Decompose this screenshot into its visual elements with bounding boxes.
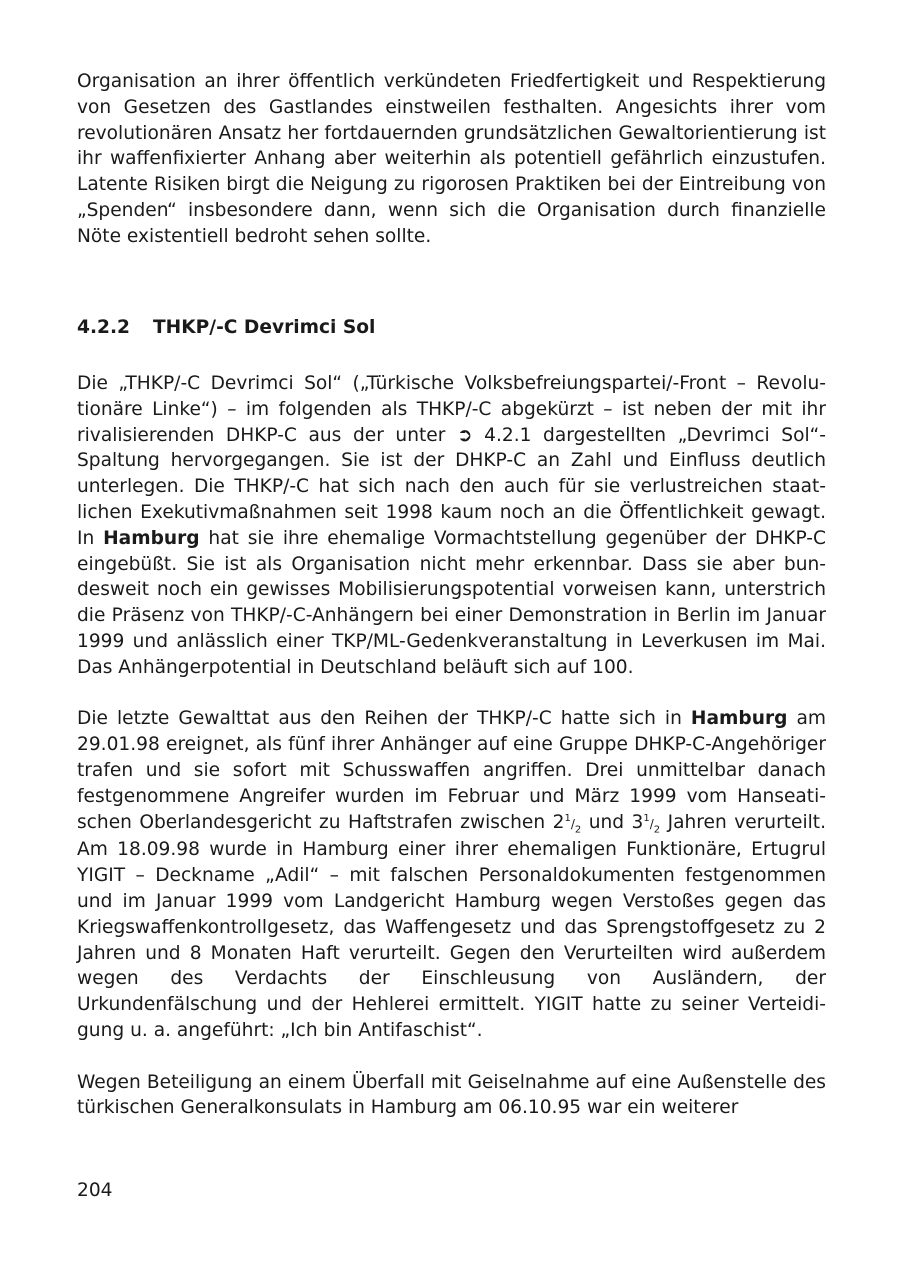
para2-text-d: Jahren verurteilt. Am 18.09.98 wurde in Hamburg einer ihrer ehemaligen Funktionäre, Ertugrul YIGIT – Deckname „Adil“ – mit falschen Personaldokumenten festgenommen und im Januar 1999 vom Landgericht Hamburg wegen Verstoßes gegen das Kriegswaffenkontrollgesetz, das Waffengesetz und das Sprengstoffgesetz zu 2 Jahren und 8 Monaten Haft verurteilt. Gegen den Verurteilten wird außerdem wegen des Verdachts der Einschleusung von Ausländern, der Urkundenfälschung und der Hehlerei ermittelt. YIGIT hatte zu seiner Verteidigung u. a. angeführt: „Ich bin Antifaschist“. — [77, 811, 826, 1041]
section-number: 4.2.2 — [77, 317, 130, 338]
arrow-icon: ➲ — [456, 424, 473, 446]
frac1-whole: 2 — [552, 811, 565, 833]
frac1-sep: / — [570, 816, 575, 831]
para1-text-c: hat sie ihre ehemalige Vormachtstellung gegenüber der DHKP-C eingebüßt. Sie ist als Organisation nicht mehr erkennbar. Dass sie aber bundesweit noch ein gewisses Mobilisierungspotential vorweisen kann, unterstrich die Präsenz von THKP/-C-Anhängern bei einer Demonstration in Berlin im Januar 1999 und anlässlich einer TKP/ML-Gedenkveranstaltung in Leverkusen im Mai. Das Anhängerpotential in Deutschland beläuft sich auf 100. — [77, 527, 826, 678]
intro-block — [77, 69, 826, 250]
frac2-den: 2 — [653, 824, 661, 836]
paragraph-3: Wegen Beteiligung an einem Überfall mit Geiselnahme auf eine Außenstelle des türkischen Generalkonsulats in Hamburg am 06.10.95 war ein weiterer — [77, 1071, 826, 1119]
section-title: THKP/-C Devrimci Sol — [153, 317, 376, 338]
intro-paragraph: Organisation an ihrer öffentlich verkündeten Friedfertigkeit und Respektierung von Gesetzen des Gastlandes einstweilen festhalten. Angesichts ihrer vom revolutionären Ansatz her fortdauernden grundsätzlichen Gewaltorientierung ist ihr waffenfixierter Anhang aber weiterhin als potentiell gefährlich einzustufen. Latente Risiken birgt die Neigung zu rigorosen Praktiken bei der Eintreibung von „Spenden“ insbesondere dann, wenn sich die Organisation durch finanzielle Nöte existentiell bedroht sehen sollte. — [77, 71, 826, 247]
page-number: 204 — [77, 1180, 113, 1201]
para1-bold-hamburg: Hamburg — [103, 527, 200, 549]
para1-text-a: Die „THKP/-C Devrimci Sol“ („Türkische Volksbefreiungspartei/-Front – Revolutionäre Linke“) – im folgenden als THKP/-C abgekürzt – ist neben der mit ihr rivalisierenden DHKP-C aus der unter — [77, 373, 826, 446]
para2-text-a: Die letzte Gewalttat aus den Reihen der THKP/-C hatte sich in — [77, 708, 691, 730]
frac1-num: 1 — [564, 812, 571, 824]
frac1-den: 2 — [574, 824, 582, 836]
section-heading — [77, 315, 375, 341]
para2-text-c: und — [581, 811, 632, 833]
paragraph-1 — [77, 371, 826, 681]
frac2-whole: 3 — [631, 811, 644, 833]
frac2-num: 1 — [643, 812, 650, 824]
para2-text-b: am 29.01.98 ereignet, als fünf ihrer Anhänger auf eine Gruppe DHKP-C-Angehöriger trafen und sie sofort mit Schusswaffen angriffen. Drei unmittelbar danach festgenommene Angreifer wurden im Februar und März 1999 vom Hanseatischen Oberlandesgericht zu Haftstrafen zwischen — [77, 708, 826, 833]
fraction-3-5 — [631, 811, 661, 836]
frac2-sep: / — [649, 816, 654, 831]
body-block — [77, 371, 826, 1121]
paragraph-2 — [77, 706, 826, 1043]
fraction-2-5 — [552, 811, 582, 836]
para1-text-b: 4.2.1 dargestellten „Devrimci Sol“-Spaltung hervorgegangen. Sie ist der DHKP-C an Zahl und Einfluss deutlich unterlegen. Die THKP/-C hat sich nach den auch für sie verlustreichen staatlichen Exekutivmaßnahmen seit 1998 kaum noch an die Öffentlichkeit gewagt. In — [77, 424, 826, 549]
para2-bold-hamburg: Hamburg — [690, 708, 788, 730]
